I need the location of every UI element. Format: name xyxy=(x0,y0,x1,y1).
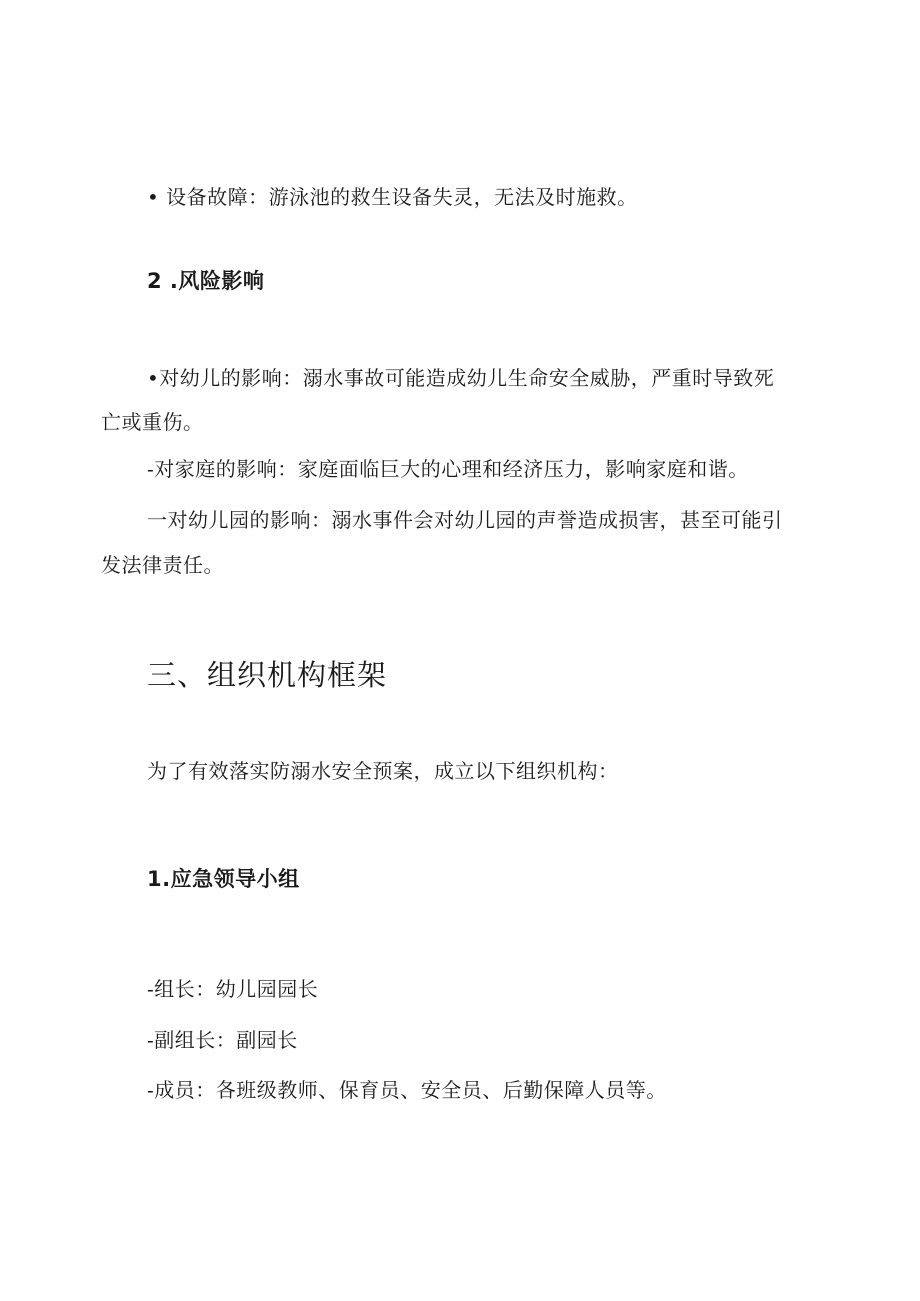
child-impact-line-1: •对幼儿的影响：溺水事故可能造成幼儿生命安全威胁，严重时导致死 xyxy=(147,366,775,390)
risk-impact-heading: 2 .风险影响 xyxy=(147,269,265,293)
group-leader-item: -组长：幼儿园园长 xyxy=(147,977,319,1001)
equipment-failure-item: • 设备故障：游泳池的救生设备失灵，无法及时施救。 xyxy=(147,185,638,209)
members-item: -成员：各班级教师、保育员、安全员、后勤保障人员等。 xyxy=(147,1078,667,1102)
org-structure-section-title: 三、组织机构框架 xyxy=(147,658,388,692)
kindergarten-impact-line-2: 发法律责任。 xyxy=(101,553,224,577)
child-impact-line-2: 亡或重伤。 xyxy=(101,410,204,434)
kindergarten-impact-line-1: 一对幼儿园的影响：溺水事件会对幼儿园的声誉造成损害，甚至可能引 xyxy=(147,508,783,532)
org-intro-paragraph: 为了有效落实防溺水安全预案，成立以下组织机构： xyxy=(147,759,619,783)
leadership-group-heading: 1.应急领导小组 xyxy=(147,867,300,891)
deputy-leader-item: -副组长：副园长 xyxy=(147,1028,298,1052)
family-impact-line: -对家庭的影响：家庭面临巨大的心理和经济压力，影响家庭和谐。 xyxy=(147,457,749,481)
